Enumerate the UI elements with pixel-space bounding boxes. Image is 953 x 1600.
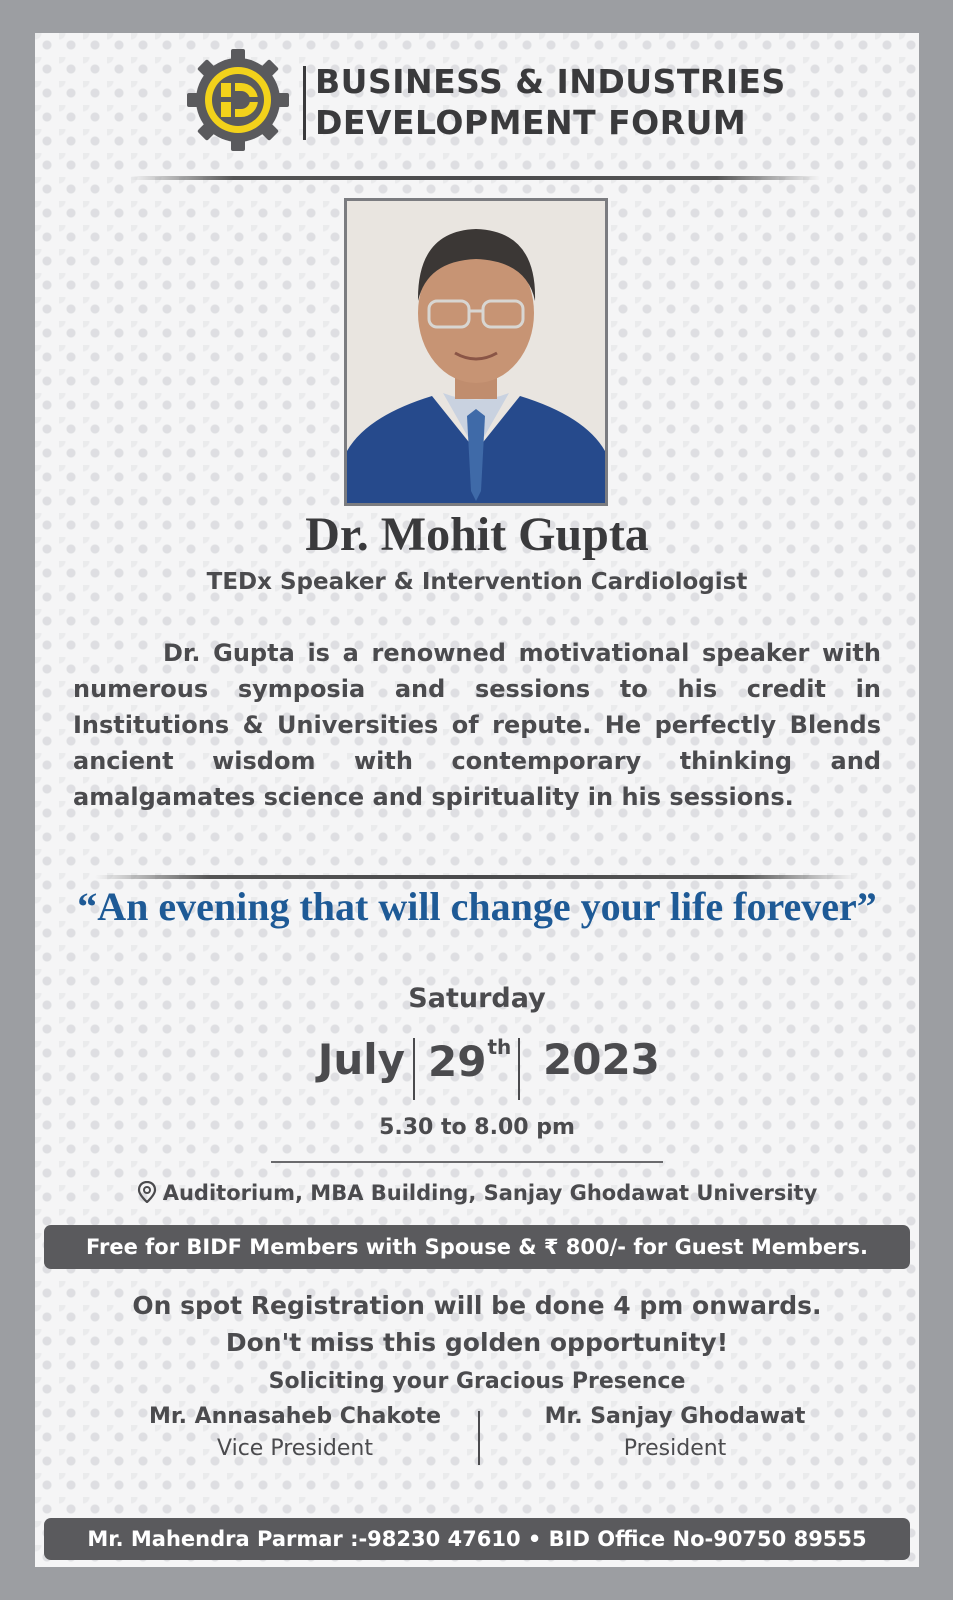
host-role: Vice President (217, 1436, 373, 1461)
org-name-line1: BUSINESS & INDUSTRIES (315, 62, 786, 101)
registration-line2: Don't miss this golden opportunity! (225, 1328, 729, 1357)
speaker-title: TEDx Speaker & Intervention Cardiologist (206, 569, 748, 595)
host-name: Mr. Annasaheb Chakote (149, 1404, 441, 1429)
fee-banner: Free for BIDF Members with Spouse & ₹ 800/- for Guest Members. (44, 1225, 910, 1269)
speaker-bio: Dr. Gupta is a renowned motivational speaker with numerous symposia and sessions to his credit in Institutions & Universities of repute. He perfectly Blends ancient wisdom with contemporary thinking and amalgamates science and spirituality in his sessions. (73, 639, 881, 811)
date-divider (413, 1038, 415, 1100)
host-vice-president (115, 1401, 475, 1465)
logo-divider (303, 66, 306, 140)
event-date-suffix: th (487, 1035, 512, 1059)
gear-bd-logo-icon (185, 47, 291, 153)
event-venue (35, 1181, 919, 1205)
event-date (428, 1035, 511, 1086)
header-divider (130, 176, 820, 180)
org-name-line2: DEVELOPMENT FORUM (315, 103, 747, 142)
event-month: July (317, 1035, 405, 1084)
organization-name (315, 61, 786, 143)
registration-line1: On spot Registration will be done 4 pm onwards. (132, 1291, 822, 1320)
section-divider (95, 875, 855, 879)
venue-text: Auditorium, MBA Building, Sanjay Ghodawat University (162, 1181, 818, 1205)
date-divider (518, 1038, 520, 1100)
host-role: President (623, 1436, 727, 1461)
location-pin-icon (137, 1181, 157, 1203)
registration-notice (35, 1287, 919, 1361)
tagline: “An evening that will change your life forever” (77, 884, 877, 929)
speaker-portrait (344, 198, 608, 506)
host-divider (478, 1411, 480, 1465)
invitation-heading: Soliciting your Gracious Presence (268, 1369, 686, 1394)
event-flyer (35, 33, 919, 1567)
event-time: 5.30 to 8.00 pm (379, 1115, 575, 1140)
host-name: Mr. Sanjay Ghodawat (544, 1404, 806, 1429)
time-divider (271, 1161, 663, 1163)
host-president (490, 1401, 860, 1465)
event-day: Saturday (408, 983, 546, 1014)
event-year: 2023 (543, 1035, 660, 1084)
event-date-number: 29 (428, 1037, 487, 1086)
speaker-name: Dr. Mohit Gupta (305, 508, 649, 561)
contact-banner: Mr. Mahendra Parmar :-98230 47610 • BID Office No-90750 89555 (44, 1518, 910, 1560)
